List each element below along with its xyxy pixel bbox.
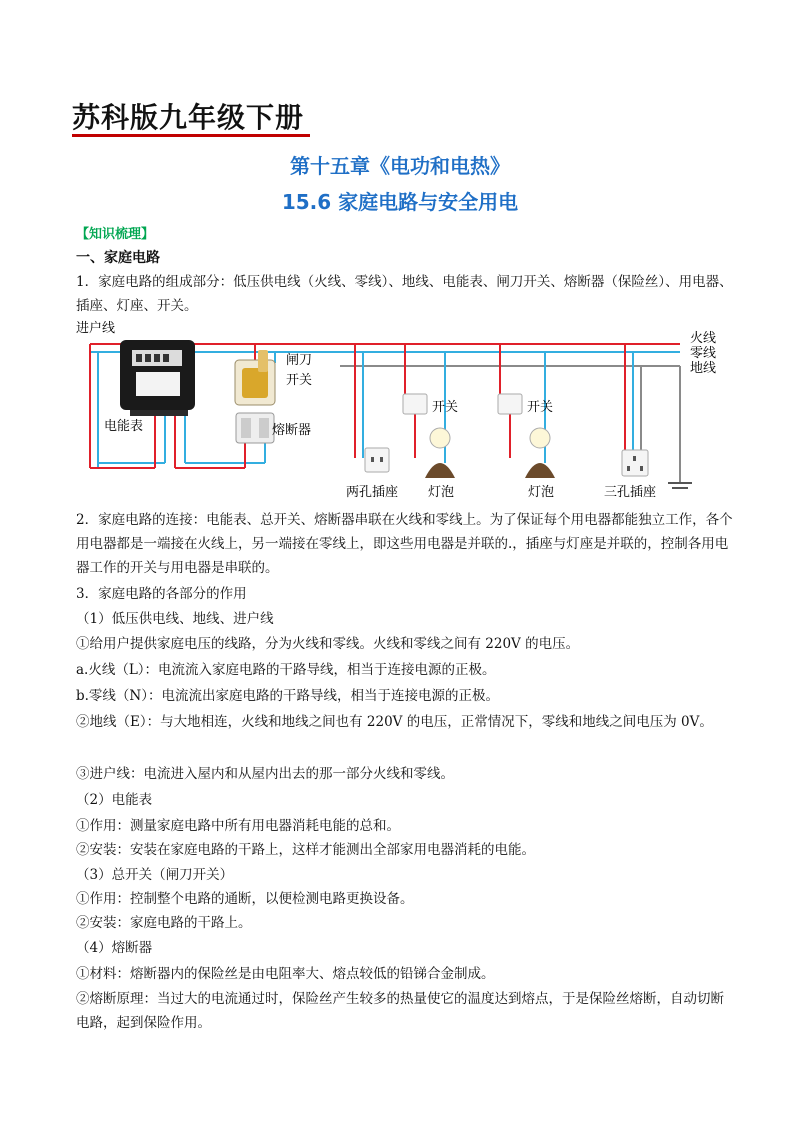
paragraph-2: 2．家庭电路的连接：电能表、总开关、熔断器串联在火线和零线上。为了保证每个用电器都能独立工作，各个用电器都是一端接在火线上，另一端接在零线上，即这些用电器是并联的.，插座与灯座是并联的，控制各用电器工作的开关与用电器是串联的。 — [76, 512, 733, 576]
paragraph-15: ②安装：家庭电路的干路上。 — [76, 915, 252, 931]
section-tag: 【知识梳理】 — [76, 227, 155, 242]
label-two-hole-socket: 两孔插座 — [346, 485, 399, 500]
label-knife-1: 闸刀 — [286, 353, 313, 368]
paragraph-16: （4）熔断器 — [76, 940, 153, 956]
paragraph-13: （3）总开关（闸刀开关） — [76, 867, 234, 883]
paragraph-4: （1）低压供电线、地线、进户线 — [76, 611, 274, 627]
label-three-hole-socket: 三孔插座 — [604, 485, 657, 500]
label-live: 火线 — [690, 331, 717, 346]
section-heading: 一、家庭电路 — [76, 250, 160, 266]
fuse-icon — [236, 413, 274, 443]
label-bulb-1: 灯泡 — [428, 485, 455, 500]
paragraph-3: 3．家庭电路的各部分的作用 — [76, 586, 247, 602]
label-bulb-2: 灯泡 — [528, 485, 555, 500]
wall-switch-icon — [498, 394, 522, 414]
book-title: 苏科版九年级下册 — [72, 101, 305, 134]
paragraph-17: ①材料：熔断器内的保险丝是由电阻率大、熔点较低的铅锑合金制成。 — [76, 966, 495, 982]
paragraph-7: b.零线（N）：电流流出家庭电路的干路导线，相当于连接电源的正极。 — [76, 688, 499, 704]
label-knife-2: 开关 — [286, 373, 313, 388]
lesson-title: 15.6 家庭电路与安全用电 — [281, 190, 519, 214]
paragraph-1: 1．家庭电路的组成部分：低压供电线（火线、零线）、地线、电能表、闸刀开关、熔断器（保险丝）、用电器、插座、灯座、开关。 — [76, 274, 733, 314]
paragraph-12: ②安装：安装在家庭电路的干路上，这样才能测出全部家用电器消耗的电能。 — [76, 842, 535, 858]
paragraph-11: ①作用：测量家庭电路中所有用电器消耗电能的总和。 — [76, 818, 400, 834]
paragraph-10: （2）电能表 — [76, 792, 153, 808]
paragraph-9: ③进户线：电流进入屋内和从屋内出去的那一部分火线和零线。 — [76, 766, 454, 782]
label-entry: 进户线 — [76, 321, 116, 336]
label-switch-1: 开关 — [432, 400, 459, 415]
label-switch-2: 开关 — [527, 400, 554, 415]
light-bulb-icon — [425, 428, 455, 478]
light-bulb-icon — [525, 428, 555, 478]
paragraph-6: a.火线（L）：电流流入家庭电路的干路导线，相当于连接电源的正极。 — [76, 662, 496, 678]
title-underline — [72, 134, 310, 137]
electric-meter-icon — [120, 340, 195, 416]
label-fuse: 熔断器 — [272, 423, 312, 438]
two-hole-socket-icon — [365, 448, 389, 472]
paragraph-5: ①给用户提供家庭电压的线路，分为火线和零线。火线和零线之间有 220V 的电压。 — [76, 636, 580, 652]
paragraph-18: ②熔断原理：当过大的电流通过时，保险丝产生较多的热量使它的温度达到熔点，于是保险丝熔断，自动切断电路，起到保险作用。 — [76, 991, 724, 1031]
chapter-title: 第十五章《电功和电热》 — [290, 154, 510, 178]
wall-switch-icon — [403, 394, 427, 414]
three-hole-socket-icon — [622, 450, 648, 476]
paragraph-14: ①作用：控制整个电路的通断，以便检测电路更换设备。 — [76, 891, 414, 907]
paragraph-8: ②地线（E）：与大地相连，火线和地线之间也有 220V 的电压，正常情况下，零线和地线之间电压为 0V。 — [76, 714, 713, 730]
household-circuit-diagram — [0, 318, 800, 508]
label-meter: 电能表 — [104, 419, 144, 434]
label-ground: 地线 — [690, 361, 717, 376]
label-neutral: 零线 — [690, 346, 717, 361]
